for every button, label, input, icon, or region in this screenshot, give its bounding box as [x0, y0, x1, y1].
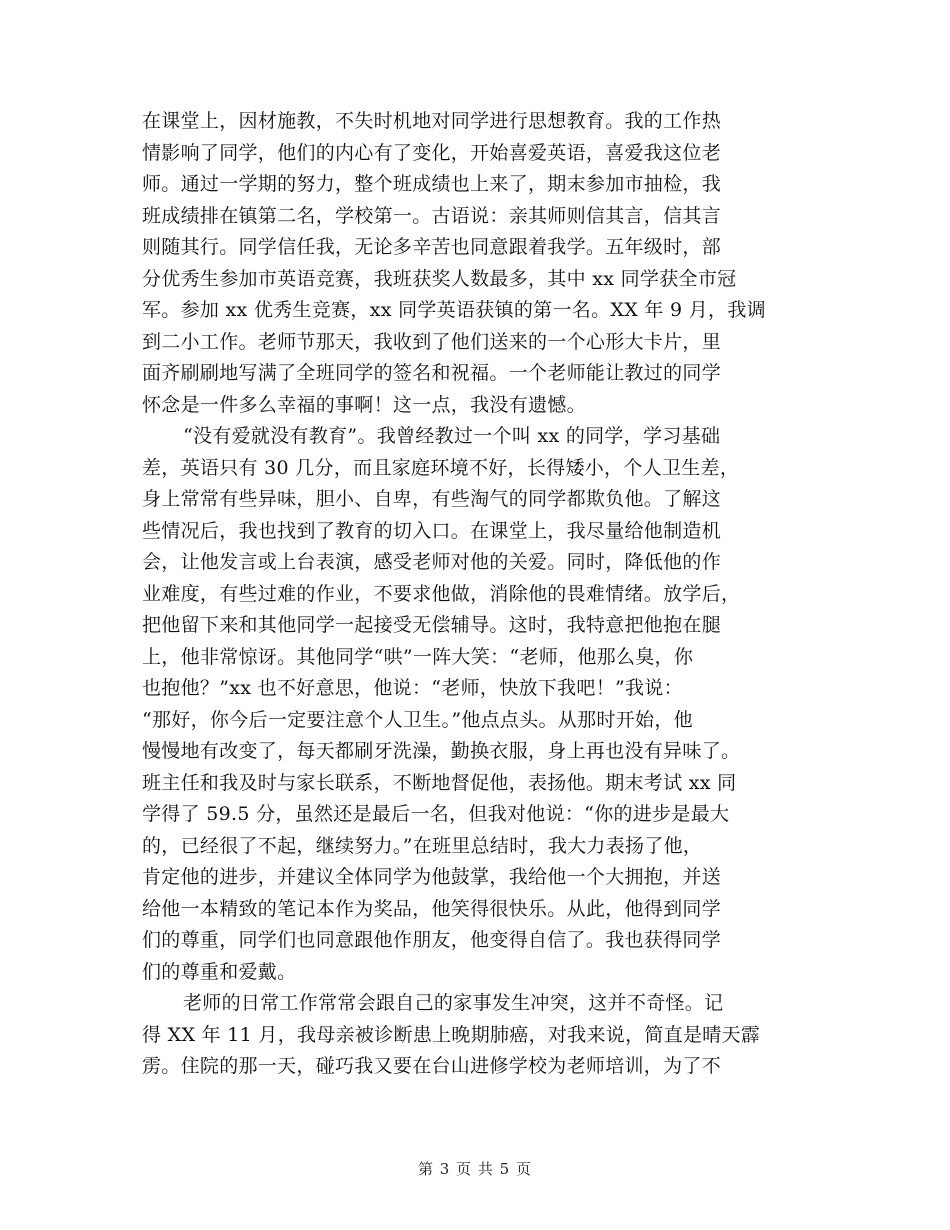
text-line: 在课堂上，因材施教，不失时机地对同学进行思想教育。我的工作热 — [142, 110, 722, 132]
text-line: 得 XX 年 11 月，我母亲被诊断患上晚期肺癌，对我来说，简直是晴天霹 — [142, 1023, 761, 1046]
text-line: 给他一本精致的笔记本作为奖品，他笑得很快乐。从此，他得到同学 — [142, 897, 722, 920]
text-line: 们的尊重和爱戴。 — [142, 960, 297, 983]
text-line: 怀念是一件多么幸福的事啊！这一点，我没有遗憾。 — [142, 393, 586, 416]
page-footer: 第 3 页 共 5 页 — [418, 1160, 532, 1178]
text-line: 些情况后，我也找到了教育的切入口。在课堂上，我尽量给他制造机 — [142, 519, 722, 542]
text-line: 也抱他？”xx 也不好意思，他说：“老师，快放下我吧！”我说： — [142, 677, 683, 699]
text-line: 会，让他发言或上台表演，感受老师对他的关爱。同时，降低他的作 — [142, 551, 722, 573]
text-line: 班主任和我及时与家长联系，不断地督促他，表扬他。期末考试 xx 同 — [142, 771, 737, 794]
text-line: 军。参加 xx 优秀生竞赛，xx 同学英语获镇的第一名。XX 年 9 月，我调 — [142, 299, 766, 321]
text-line: “那好，你今后一定要注意个人卫生。”他点点头。从那时开始，他 — [142, 708, 693, 731]
text-line: 业难度，有些过难的作业，不要求他做，消除他的畏难情绪。放学后， — [142, 582, 741, 605]
text-line: 分优秀生参加市英语竞赛，我班获奖人数最多，其中 xx 同学获全市冠 — [142, 267, 737, 290]
text-line: 班成绩排在镇第二名，学校第一。古语说：亲其师则信其言，信其言 — [142, 204, 722, 227]
text-line: 老师的日常工作常常会跟自己的家事发生冲突，这并不奇怪。记 — [183, 992, 724, 1014]
text-line: 慢慢地有改变了，每天都刷牙洗澡，勤换衣服，身上再也没有异味了。 — [142, 740, 741, 762]
text-line: “没有爱就没有教育”。我曾经教过一个叫 xx 的同学，学习基础 — [183, 425, 721, 447]
text-line: 差，英语只有 30 几分，而且家庭环境不好，长得矮小，个人卫生差， — [142, 456, 740, 479]
text-line: 雳。住院的那一天，碰巧我又要在台山进修学校为老师培训，为了不 — [142, 1055, 722, 1077]
text-line: 肯定他的进步，并建议全体同学为他鼓掌，我给他一个大拥抱，并送 — [142, 866, 722, 888]
text-line: 们的尊重，同学们也同意跟他作朋友，他变得自信了。我也获得同学 — [142, 929, 722, 951]
text-line: 学得了 59.5 分，虽然还是最后一名，但我对他说：“你的进步是最大 — [142, 803, 730, 825]
text-line: 的，已经很了不起，继续努力。”在班里总结时，我大力表扬了他， — [142, 834, 703, 857]
text-line: 情影响了同学，他们的内心有了变化，开始喜爱英语，喜爱我这位老 — [142, 141, 722, 164]
text-line: 身上常常有些异味，胆小、自卑，有些淘气的同学都欺负他。了解这 — [142, 488, 722, 510]
text-line: 上，他非常惊讶。其他同学“哄”一阵大笑：“老师，他那么臭，你 — [142, 645, 694, 668]
text-line: 则随其行。同学信任我，无论多辛苦也同意跟着我学。五年级时，部 — [142, 236, 722, 258]
text-line: 师。通过一学期的努力，整个班成绩也上来了，期末参加市抽检，我 — [142, 173, 722, 195]
text-line: 到二小工作。老师节那天，我收到了他们送来的一个心形大卡片，里 — [142, 330, 722, 353]
text-line: 把他留下来和其他同学一起接受无偿辅导。这时，我特意把他抱在腿 — [142, 614, 722, 636]
body-text — [142, 106, 810, 1083]
text-line: 面齐刷刷地写满了全班同学的签名和祝福。一个老师能让教过的同学 — [142, 362, 722, 384]
